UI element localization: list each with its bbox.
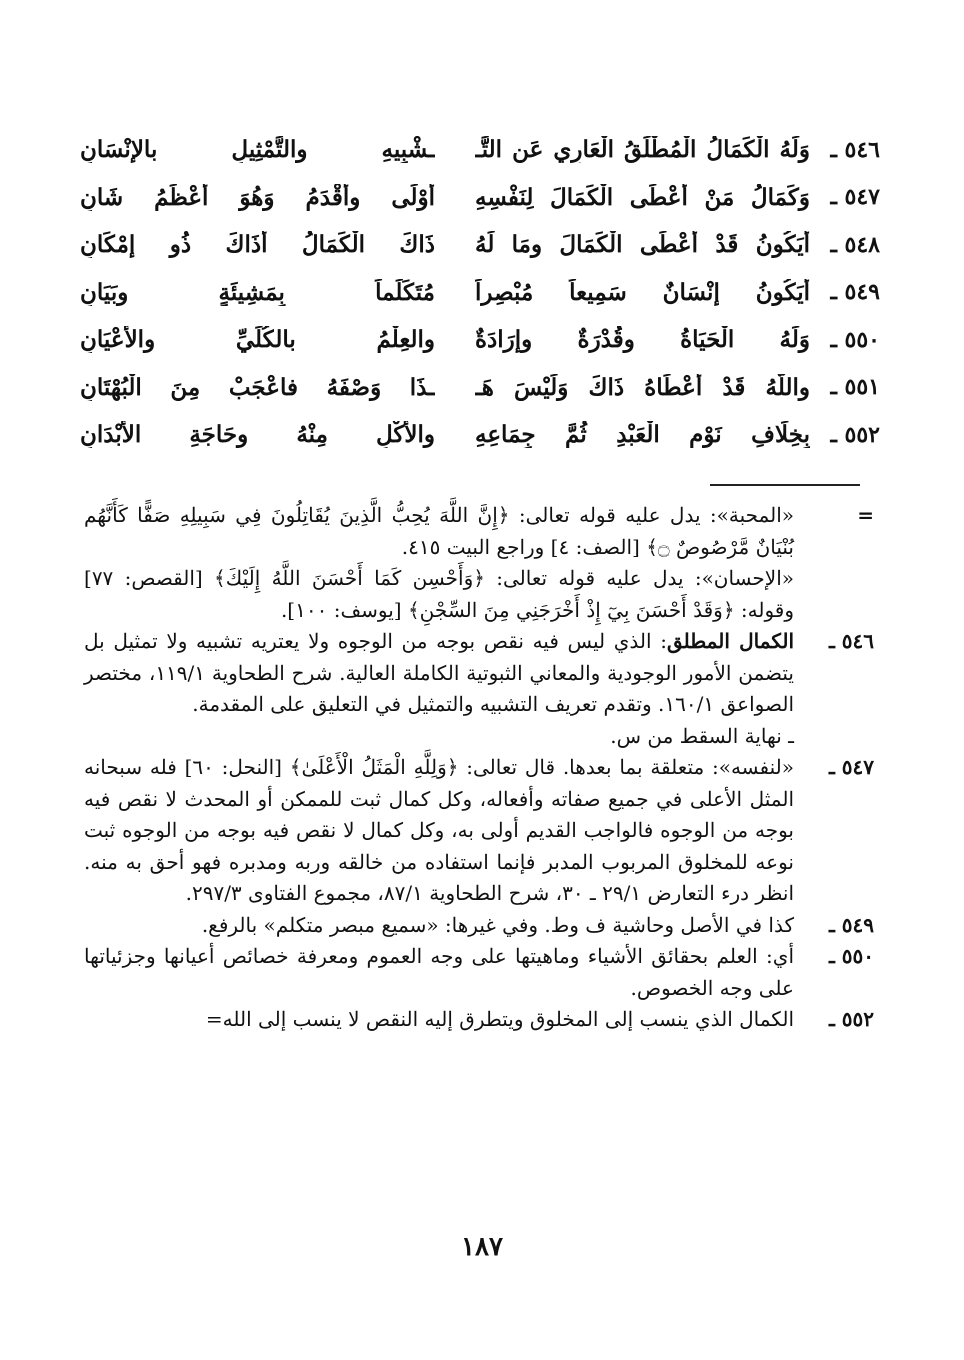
footnote-text: «المحبة»: يدل عليه قوله تعالى: ﴿إِنَّ اللَّهَ يُحِبُّ الَّذِينَ يُقَاتِلُونَ فِي سَبِيلِهِ صَفًّا كَأَنَّهُم بُنْيَانٌ مَّرْصُوصٌ ۝﴾ [الصف: ٤] وراجع البيت ٤١٥. bbox=[84, 503, 794, 559]
footnote-lead-term: الكمال المطلق bbox=[666, 629, 795, 653]
footnote-text: الكمال الذي ينسب إلى المخلوق ويتطرق إليه النقص لا ينسب إلى الله= bbox=[205, 1007, 794, 1031]
footnote-marker: = bbox=[857, 503, 874, 527]
footnote-text: كذا في الأصل وحاشية ف وط. وفي غيرها: «سميع مبصر متكلم» بالرفع. bbox=[201, 912, 794, 937]
verse-line bbox=[80, 316, 880, 364]
verse-second-hemistich: ـذَا وَصْفَهُ فاعْجَبْ مِنَ الْبُهْتَانِ bbox=[80, 373, 435, 401]
footnote-text: «لنفسه»: متعلقة بما بعدها. قال تعالى: ﴿وَلِلَّهِ الْمَثَلُ الْأَعْلَىٰ﴾ [النحل: ٦٠] فله سبحانه المثل الأعلى في جميع صفاته وأفعاله، وكل كمال ثبت للممكن أو المحدث لا نقص فيه بوجه من الوجوه فالواجب القديم أولى به، وكل كمال لا نقص فيه بوجه من الوجوه ثبت نوعه للمخلوق المربوب المدبر فإنما استفاده من خالقه وربه ومدبره فهو أحق به منه. انظر درء التعارض ٢٩/١ ـ ٣٠، شرح الطحاوية ٨٧/١، مجموع الفتاوى ٢٩٧/٣. bbox=[84, 755, 795, 905]
footnote bbox=[84, 941, 874, 1004]
footnote-text: أي: العلم بحقائق الأشياء وماهيتها على وجه العموم ومعرفة خصائص أعيانها وجزئياتها على وجه الخصوص. bbox=[84, 944, 794, 1000]
verse-first-hemistich: بِخِلَافِ نَوْمِ الْعَبْدِ ثُمَّ جِمَاعِهِ bbox=[475, 421, 810, 449]
footnote bbox=[84, 1004, 874, 1036]
verse-number: ٥٤٩ ـ bbox=[830, 279, 880, 306]
verse-first-hemistich: أَيَكُونُ إِنْسَانٌ سَمِيعاً مُبْصِراً bbox=[475, 278, 810, 306]
verse-second-hemistich: أَوْلَى وأَقْدَمُ وَهُوَ أَعْظَمُ شَانِ bbox=[80, 183, 435, 211]
verse-first-hemistich: وَلَهُ الْكَمَالُ الْمُطْلَقُ الْعَارِي عَنِ التَّـ bbox=[475, 136, 810, 164]
footnote-marker: ٥٤٩ ـ bbox=[828, 912, 874, 937]
footnote bbox=[84, 910, 874, 942]
verse-line bbox=[80, 364, 880, 412]
footnote-text: «الإحسان»: يدل عليه قوله تعالى: ﴿وَأَحْسِن كَمَا أَحْسَنَ اللَّهُ إِلَيْكَ﴾ [القصص: ٧٧] وقوله: ﴿وَقَدْ أَحْسَنَ بِيٓ إِذْ أَخْرَجَنِي مِنَ السِّجْنِ﴾ [يوسف: ١٠٠]. bbox=[84, 566, 794, 622]
footnote-marker: ٥٥٠ ـ bbox=[828, 944, 874, 968]
footnote-text: : الذي ليس فيه نقص بوجه من الوجوه ولا يعتريه تشبيه ولا تمثيل بل يتضمن الأمور الوجودية والمعاني الثبوتية الكاملة العالية. شرح الطحاوية ١١٩/١، مختصر الصواعق ١٦٠/١. وتقدم تعريف التشبيه والتمثيل في التعليق على المقدمة. bbox=[84, 629, 794, 716]
verse-second-hemistich: والعِلْمُ بالكُلِّيِّ والأَعْيَانِ bbox=[80, 326, 435, 354]
verse-line bbox=[80, 126, 880, 174]
verse-block bbox=[80, 126, 880, 459]
footnote-divider bbox=[710, 484, 860, 486]
verse-first-hemistich: واللَّهُ قَدْ أَعْطَاهُ ذَاكَ وَلَيْسَ هَـ bbox=[475, 373, 810, 401]
verse-number: ٥٥١ ـ bbox=[830, 374, 880, 401]
verse-second-hemistich: مُتَكَلِّماً بِمَشِيئَةٍ وبَيَانِ bbox=[80, 278, 435, 306]
footnote bbox=[84, 626, 874, 752]
verse-line bbox=[80, 174, 880, 222]
footnote-text: ـ نهاية السقط من س. bbox=[610, 723, 794, 748]
page-number: ١٨٧ bbox=[461, 1232, 503, 1262]
verse-first-hemistich: وَكَمَالُ مَنْ أَعْطَى الْكَمَالَ لِنَفْسِهِ bbox=[475, 183, 810, 211]
verse-line bbox=[80, 269, 880, 317]
verse-number: ٥٤٦ ـ bbox=[830, 136, 880, 163]
footnote-marker: ٥٤٧ ـ bbox=[828, 755, 874, 779]
footnote-marker: ٥٤٦ ـ bbox=[828, 629, 874, 653]
verse-second-hemistich: ذَاكَ الْكَمَالُ أَذَاكَ ذُو إِمْكَانِ bbox=[80, 231, 435, 259]
verse-line bbox=[80, 221, 880, 269]
verse-second-hemistich: والأَكْلِ مِنْهُ وحَاجَةِ الأَبْدَانِ bbox=[80, 421, 435, 449]
footnote bbox=[84, 500, 874, 626]
verse-first-hemistich: أَيَكُونُ قَدْ أَعْطَى الْكَمَالَ ومَا لَهُ bbox=[475, 231, 810, 259]
verse-first-hemistich: وَلَهُ الْحَيَاةُ وقُدْرَةٌ وإِرَادَةٌ bbox=[475, 326, 810, 354]
verse-number: ٥٤٨ ـ bbox=[830, 231, 880, 258]
verse-number: ٥٥٢ ـ bbox=[830, 421, 880, 448]
footnote bbox=[84, 752, 874, 910]
verse-number: ٥٥٠ ـ bbox=[830, 326, 880, 353]
footnote-marker: ٥٥٢ ـ bbox=[828, 1007, 874, 1031]
verse-line bbox=[80, 411, 880, 459]
verse-number: ٥٤٧ ـ bbox=[830, 184, 880, 211]
footnotes bbox=[84, 500, 874, 1036]
verse-second-hemistich: ـشْبِيهِ والتَّمْثِيلِ بالإِنْسَانِ bbox=[80, 136, 435, 164]
